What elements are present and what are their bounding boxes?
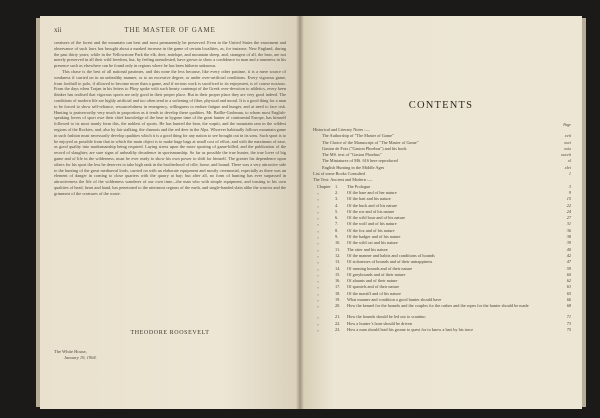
right-page <box>300 16 582 409</box>
chapter-prefix: „ <box>317 278 319 284</box>
running-title: THE MASTER OF GAME <box>124 26 216 34</box>
chapter-number: 9. <box>335 234 339 240</box>
chapter-prefix: „ <box>317 215 319 221</box>
chapter-prefix: „ <box>317 290 319 296</box>
contents-heading: CONTENTS <box>408 100 474 111</box>
toc-entry-page: xxvi <box>564 139 571 145</box>
chapter-prefix: „ <box>317 208 319 214</box>
chapter-prefix: „ <box>317 271 319 277</box>
toc-entry-label: English Hunting in the Middle Ages <box>322 164 385 170</box>
chapter-page: 65 <box>566 290 571 296</box>
chapter-title: Of spaniels and of their nature <box>347 284 400 290</box>
chapter-title: Of alaunts and of their nature <box>347 278 398 284</box>
chapter-number: 8. <box>335 227 339 233</box>
toc-entry-page: xxix <box>564 145 571 151</box>
chapter-page: 15 <box>566 196 571 202</box>
chapter-title: Of the mastiff and of his nature <box>347 290 401 296</box>
chapter-number: 18. <box>335 290 341 296</box>
chapter-title: Of running hounds and of their nature <box>347 265 413 271</box>
toc-entry-page: xvii <box>564 133 571 139</box>
toc-entry-label: Gaston de Foix ("Gaston Phoebus") and his book <box>322 145 407 151</box>
signature: THEODORE ROOSEVELT <box>130 330 210 336</box>
chapter-prefix: „ <box>317 297 319 303</box>
chapter-prefix: „ <box>317 246 319 252</box>
chapter-number: 15. <box>335 271 341 277</box>
chapter-number: 22. <box>335 320 341 326</box>
paragraph: This chase is the best of all national pastimes, and this none the less because, like every other pastime, it is a mere source of weakness if carried on in an unhealthy manner, or to an excessive degree, or under over-artificial conditions. Every vigorous game, from football to polo, if allowed to become more than a game, and if serious work is sacrificed to its enjoyment, is of course noxious. From the days when Trajan in his letters to Pliny spoke with such hearty contempt of the Greek over-devotion to athletics, every keen thinker has realised that vigorous sports are only good in their proper place. But in their proper place they are very good indeed. The conditions of modern life are highly artificial and too often tend to a softening of fibre, physical and moral. It is a good thing for a man to be forced to show self-reliance, resourcefulness in emergency, willingness to endure fatigue and hunger, and at need to face risk. Hunting is praiseworthy very much in proportion as it tends to develop these qualities. Mr. Baillie-Grohman, to whom most English-speaking lovers of sport owe their chief knowledge of the bear in bygone time of the great hunter of continental Europe, has himself followed to its most manly form this, the noblest of sports. He has hunted the bear, the wapiti, and the mountain ram in the wildest regions of the Rockies, and, also by fair stalking, the chamois and the red deer in the Alps. Whoever habitually follows mountain game in such fashion must necessarily develop qualities which it is a good thing for any nation to see brought out in its sons. Such sport is to be enjoyed as possible from that in which the main object is to make huge bags at small cost of effort, and with the maximum of ease, as good quality into marksmanship being required. Laying stress upon the more sporting of game-killed, and the publication of the record of slaughter, are sure signs of unhealthy decadence in sportsmanship. So far as possible the true hunter, the true lover of big game and of life in the wilderness, must be ever ready to show his own power to shift for himself. The greater his dependence upon others for his sport the less he deserves to take high rank in the brotherhood of rifle, horse, and hound. There was a very attractive side to the hunting of the great mediaeval lords, carried on with an elaborate equipment and mostly ceremonial, especially as there was an element of danger in coming to close quarters with the quarry at bay; but after all, no form of hunting has ever surpassed in attractiveness the life of the wilderness wanderer of our own time—the man who with simple equipment, and trusting to his own qualities of head, heart and hand, has penetrated to the uttermost regions of the earth, and single-handed slain alike the warrior and the grimmest of the creatures of the waste. <box>54 68 286 196</box>
chapter-prefix: „ <box>317 303 319 309</box>
chapter-prefix: „ <box>317 259 319 265</box>
toc-entry-label: The Choice of the Manuscript of "The Master of Game" <box>322 139 419 145</box>
chapter-prefix: Chapter <box>317 183 331 189</box>
chapter-page: 22 <box>566 202 571 208</box>
chapter-page: 71 <box>566 314 571 320</box>
page-column-label: Page <box>563 123 571 127</box>
chapter-prefix: „ <box>317 227 319 233</box>
chapter-title: Of the manner and habits and conditions of hounds <box>347 252 435 258</box>
toc-chapter-row <box>313 303 571 314</box>
chapter-prefix: „ <box>317 284 319 290</box>
chapter-number: 19. <box>335 297 341 303</box>
chapter-page: 73 <box>566 320 571 326</box>
chapter-title: Of the wolf and of his nature <box>347 221 397 227</box>
chapter-title: Of greyhounds and of their nature <box>347 271 406 277</box>
chapter-number: 21. <box>335 314 341 320</box>
chapter-title: Of the buck and of his nature <box>347 202 398 208</box>
chapter-page: 66 <box>566 297 571 303</box>
chapter-number: 17. <box>335 284 341 290</box>
chapter-number: 13. <box>335 259 341 265</box>
chapter-page: 3 <box>568 183 571 189</box>
chapter-page: 31 <box>566 221 571 227</box>
chapter-page: 40 <box>566 246 571 252</box>
chapter-title: What manner and condition a good hunter should have <box>347 297 442 303</box>
body-text <box>54 40 286 197</box>
toc-entry-page: xlvi <box>564 164 571 170</box>
toc-chapter-row <box>313 327 571 338</box>
chapter-title: Of the wild boar and of his nature <box>347 215 406 221</box>
chapter-number: 2. <box>335 189 339 195</box>
chapter-title: How a man should lead his grome to quest for to know a hart by his trace <box>347 326 474 332</box>
chapter-page: 38 <box>566 234 571 240</box>
chapter-number: 23. <box>335 326 341 332</box>
chapter-title: How the hounds should be led out to scantino <box>347 314 426 320</box>
paragraph: creatures of the forest and the mountain can best and most permanently be preserved. Even in the United States the enactment and observance of such laws has brought about a marked increase in the game of certain localities, as, for instance, New England, during the past thirty years; while in the Yellowstone Park the elk, deer, antelope, and mountain sheep, and, strangest of all, the bear, are not merely preserved in all their wild freedom, but, by feeling unmolested, have grown to show a confidence in man and a tameness in his presence such as elsewhere can be found only in regions where he has been hitherto unknown. <box>54 40 286 69</box>
chapter-title: How the kennel for the hounds and the couples for the rashes and the ropes for the hunter should be made <box>347 303 529 309</box>
chapter-prefix: „ <box>317 202 319 208</box>
chapter-page: 24 <box>566 208 571 214</box>
table-of-contents <box>313 123 571 338</box>
chapter-prefix: „ <box>317 320 319 326</box>
chapter-number: 6. <box>335 215 339 221</box>
chapter-page: 60 <box>566 271 571 277</box>
chapter-page: 62 <box>566 278 571 284</box>
chapter-page: 47 <box>566 259 571 265</box>
chapter-page: 27 <box>566 215 571 221</box>
chapter-prefix: „ <box>317 326 319 332</box>
toc-entry-label: The Text: Ancient and Modern :— <box>313 177 373 183</box>
chapter-number: 10. <box>335 240 341 246</box>
toc-entry-label: The Authorship of "The Master of Game" <box>322 133 394 139</box>
left-page <box>40 16 300 409</box>
chapter-number: 3. <box>335 196 339 202</box>
chapter-number: 5. <box>335 208 339 214</box>
chapter-title: Of the fox and of his nature <box>347 227 395 233</box>
chapter-page: 68 <box>566 303 571 309</box>
chapter-title: Of the roe and of his nature <box>347 208 395 214</box>
toc-entry-page: xxxvii <box>560 152 571 158</box>
chapter-page: 36 <box>566 227 571 233</box>
chapter-title: Of the wild cat and his nature <box>347 240 398 246</box>
chapter-number: 7. <box>335 221 339 227</box>
chapter-number: 1. <box>335 183 339 189</box>
chapter-prefix: „ <box>317 265 319 271</box>
toc-entry-label: The Miniatures of MS. 616 here reproduced <box>322 158 398 164</box>
chapter-prefix: „ <box>317 196 319 202</box>
chapter-prefix: „ <box>317 240 319 246</box>
chapter-number: 16. <box>335 278 341 284</box>
chapter-prefix: „ <box>317 221 319 227</box>
toc-entry-label: The MS. text of "Gaston Phoebus" <box>322 152 382 158</box>
chapter-number: 11. <box>335 246 341 252</box>
toc-entry-label: List of some Books Consulted <box>313 171 366 177</box>
chapter-title: How a hunter’s horn should be driven <box>347 320 413 326</box>
chapter-page: 42 <box>566 252 571 258</box>
chapter-page: 59 <box>566 265 571 271</box>
chapter-number: 4. <box>335 202 339 208</box>
date: January 19, 1904. <box>64 355 97 360</box>
toc-entry-page: 1 <box>568 171 571 177</box>
toc-entry-label: Historical and Literary Notes :— <box>313 127 370 132</box>
chapter-prefix: „ <box>317 189 319 195</box>
gutter-shadow <box>296 16 304 409</box>
chapter-prefix: „ <box>317 314 319 320</box>
chapter-title: The Prologue <box>347 183 371 189</box>
place: The White House, <box>54 349 87 354</box>
page-number: xii <box>54 26 62 34</box>
chapter-title: Of the hart and his nature <box>347 196 391 202</box>
place-date <box>54 349 97 361</box>
right-page-edges <box>582 18 586 407</box>
chapter-page: 9 <box>568 189 571 195</box>
chapter-page: 39 <box>566 240 571 246</box>
chapter-page: 75 <box>566 326 571 332</box>
chapter-number: 12. <box>335 252 341 258</box>
toc-entry-page: xl <box>567 158 571 164</box>
chapter-prefix: „ <box>317 234 319 240</box>
chapter-title: Of the badger and of his nature <box>347 234 401 240</box>
chapter-title: Of sicknesses of hounds and of their untrappiness <box>347 259 433 265</box>
chapter-number: 20. <box>335 303 341 309</box>
chapter-number: 14. <box>335 265 341 271</box>
chapter-title: Of the hare and of her nature <box>347 189 397 195</box>
chapter-page: 63 <box>566 284 571 290</box>
chapter-title: The otter and his nature <box>347 246 388 252</box>
chapter-prefix: „ <box>317 252 319 258</box>
